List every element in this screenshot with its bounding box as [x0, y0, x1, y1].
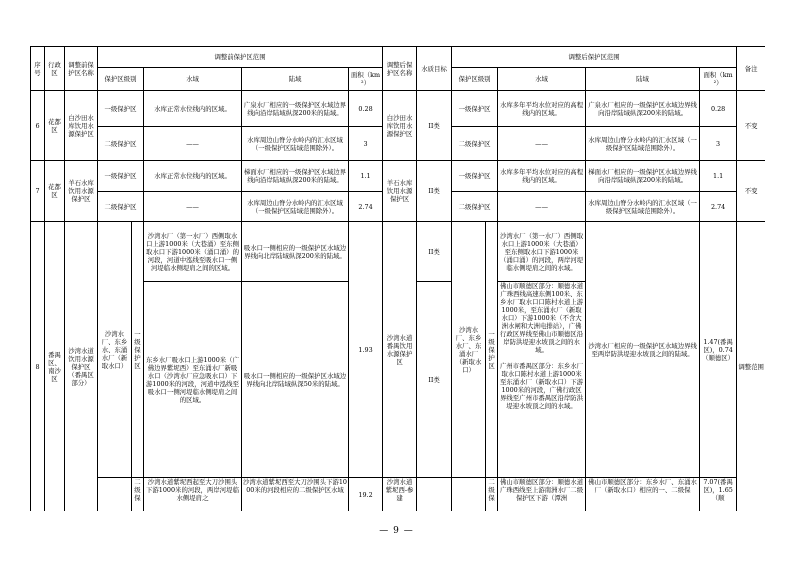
row-post-name: 白沙田水库饮用水源保护区	[383, 91, 417, 161]
row-pre-area: 1.1	[349, 161, 383, 192]
row-post-area: 7.07(番禺区)，1.65（顺	[700, 478, 737, 512]
row-district: 花都区	[45, 91, 65, 161]
row-pre-water: 沙湾水厂（第一水厂）西侧取水口上游1000米（大巷涌）至东侧取水口下游1000米（涌口涌）的河段，河道中泓线至吸水口一侧河堤临水侧堤肩之间的区域。	[144, 222, 242, 282]
col-quality-header: 水质目标	[417, 47, 452, 91]
row-post-plants-cont	[452, 478, 486, 512]
row-remark: 不变	[737, 161, 765, 222]
table-row	[31, 222, 766, 282]
col-post-area-header: 面积（km²）	[700, 68, 737, 91]
row-district: 花都区	[45, 161, 65, 222]
row-post-land: 水库周边山脊分水岭内的汇水区域（一级保护区陆域范围除外）。	[586, 127, 700, 161]
row-post-area: 0.28	[700, 91, 737, 127]
row-pre-land: 水库周边山脊分水岭内的汇水区域（一级保护区陆域范围除外）。	[242, 192, 349, 222]
row-pre-land: 沙湾水道紫坭西至大刀沙围头下游1000米的河段相应的二级保护区水域	[242, 478, 349, 512]
row-pre-plants: 沙湾水厂、东乡水、东涌水厂（新取水口）	[98, 222, 132, 478]
row-pre-water: ——	[144, 127, 242, 161]
row-post-level: 二级保	[486, 478, 498, 512]
col-pre-scope-header: 调整前保护区范围	[98, 47, 383, 68]
row-pre-land: 水库周边山脊分水岭内的汇水区域（一级保护区陆域范围除外）。	[242, 127, 349, 161]
row-pre-level: 二级保	[132, 478, 144, 512]
row-post-water: ——	[498, 192, 586, 222]
row-pre-level: 二级保护区	[98, 127, 144, 161]
row-post-land: 梯面水厂相应的一级保护区水域边界线向沿岸陆域纵深200米的陆域。	[586, 161, 700, 192]
col-pre-water-header: 水域	[144, 68, 242, 91]
table-row	[31, 91, 766, 127]
row-post-area: 3	[700, 127, 737, 161]
row-pre-level: 一级保护区	[132, 222, 144, 478]
col-post-level-header: 保护区级别	[452, 68, 498, 91]
protection-zone-table-page	[30, 46, 765, 511]
row-district: 番禺区、南沙区	[45, 222, 65, 512]
row-pre-name: 沙湾水道饮用水源保护区（番禺区部分）	[65, 222, 98, 512]
row-post-land: 沙湾水厂相应的一级保护区水域边界线至两岸防洪堤迎水坡顶之间的陆域。	[586, 222, 700, 478]
row-post-land: 佛山市顺德区部分：东乡水厂、东涌水厂（新取水口）相应的一、二级保	[586, 478, 700, 512]
col-post-water-header: 水域	[498, 68, 586, 91]
row-quality: II类	[417, 91, 452, 161]
row-post-level: 一级保护区	[486, 222, 498, 478]
col-post-land-header: 陆域	[586, 68, 700, 91]
row-pre-area: 19.2	[349, 478, 383, 512]
row-remark: 不变	[737, 91, 765, 161]
row-pre-plants-cont	[98, 478, 132, 512]
row-pre-water: 沙湾水道紫坭西起至大刀沙围头下游1000米的河段，两岸河堤临水侧堤肩之	[144, 478, 242, 512]
table-row	[31, 478, 766, 512]
row-post-name: 沙湾水道紫坭西-参建	[383, 478, 417, 512]
row-pre-land: 吸水口一侧相应的一级保护区水域边界线向北岸陆域纵深50米的陆域。	[242, 282, 349, 478]
row-pre-level: 一级保护区	[98, 161, 144, 192]
row-remark: 调整范围	[737, 222, 765, 512]
row-quality-cont	[417, 478, 452, 512]
row-post-name: 沙湾水道番禺饮用水源保护区	[383, 222, 417, 478]
col-pre-level-header: 保护区级别	[98, 68, 144, 91]
row-post-water: 水库多年平均水位对应的高程线内的区域。	[498, 91, 586, 127]
col-seq-header: 序号	[31, 47, 45, 91]
row-pre-land: 吸水口一侧相应的一级保护区水域边界线向北岸陆域纵深200米的陆域。	[242, 222, 349, 282]
row-pre-area: 1.93	[349, 222, 383, 478]
row-post-water: 佛山市顺德区部分：顺德水道广珠西线高速东侧100米、东乡水厂取水口口陈村水道上游1000米，至东涌水厂（新取水口）下游1000米（不含大洲水闸和大洲电排站），广佛行政区界线至佛山市顺德区沿岸防洪堤迎水坡顶之间的水域。 广州市番禺区部分：东乡水厂取水口陈村水道上游1000米至东涌水厂（新取水口）下游1000米的河段，广佛行政区界线至广州市番禺区沿岸防洪堤迎水坡顶之间的水域。	[498, 282, 586, 478]
row-pre-area: 2.74	[349, 192, 383, 222]
row-post-plants: 沙湾水厂、东乡水厂、东涌水厂（新取水口）	[452, 222, 486, 478]
header-row-1	[31, 47, 766, 68]
row-seq: 8	[31, 222, 45, 512]
row-quality: II类	[417, 161, 452, 222]
row-post-area: 1.47(番禺区)，0.74（顺德区）	[700, 222, 737, 478]
row-post-name: 羊石水库饮用水源保护区	[383, 161, 417, 222]
col-district-header: 行政区	[45, 47, 65, 91]
page-number: — 9 —	[379, 526, 414, 536]
col-pre-area-header: 面积（km²）	[349, 68, 383, 91]
col-pre-land-header: 陆域	[242, 68, 349, 91]
row-pre-area: 0.28	[349, 91, 383, 127]
row-seq: 7	[31, 161, 45, 222]
row-post-land: 广泉水厂相应的一级保护区水域边界线向沿岸陆域纵深200米的陆域。	[586, 91, 700, 127]
row-post-level: 一级保护区	[452, 91, 498, 127]
row-quality: II类	[417, 222, 452, 282]
row-quality: II类	[417, 282, 452, 478]
row-pre-land: 梯面水厂相应的一级保护区水域边界线向沿岸陆域纵深200米的陆域。	[242, 161, 349, 192]
table-row	[31, 161, 766, 192]
row-pre-level: 一级保护区	[98, 91, 144, 127]
row-post-level: 一级保护区	[452, 161, 498, 192]
row-pre-name: 白沙田水库饮用水源保护区	[65, 91, 98, 161]
row-pre-land: 广泉水厂相应的一级保护区水域边界线向沿岸陆域纵深200米的陆域。	[242, 91, 349, 127]
col-remark-header: 备注	[737, 47, 765, 91]
row-pre-water: 水库正常水位线内的区域。	[144, 161, 242, 192]
row-post-area: 2.74	[700, 192, 737, 222]
row-post-water: 沙湾水厂（第一水厂）西侧取水口上游1000米（大巷涌）至东侧取水口下游1000米（涌口涌）的河段，两岸河堤临水侧堤肩之间的水域。	[498, 222, 586, 282]
row-pre-name: 羊石水库饮用水源保护区	[65, 161, 98, 222]
col-post-scope-header: 调整后保护区范围	[452, 47, 737, 68]
col-post-name-header: 调整后保护区名称	[383, 47, 417, 91]
row-post-water: 佛山市顺德区部分：顺德水道广珠西线至上游南洲水厂二级保护区下游（潭洲	[498, 478, 586, 512]
row-post-water: ——	[498, 127, 586, 161]
row-post-land: 水库周边山脊分水岭内的汇水区域（一级保护区陆域范围除外）。	[586, 192, 700, 222]
row-seq: 6	[31, 91, 45, 161]
row-post-level: 二级保护区	[452, 192, 498, 222]
row-pre-level: 二级保护区	[98, 192, 144, 222]
row-pre-area: 3	[349, 127, 383, 161]
row-pre-water: 东乡水厂吸水口上游1000米（广佛边界紫坭西）至东涌水厂新吸水口（沙湾水厂应急吸水口）下游1000米的河段，河道中泓线至吸水口一侧河堤临水侧堤肩之间的区域。	[144, 282, 242, 478]
row-post-area: 1.1	[700, 161, 737, 192]
col-pre-name-header: 调整前保护区名称	[65, 47, 98, 91]
row-pre-water: ——	[144, 192, 242, 222]
row-pre-water: 水库正常水位线内的区域。	[144, 91, 242, 127]
row-post-level: 二级保护区	[452, 127, 498, 161]
row-post-water: 水库多年平均水位对应的高程线内的区域。	[498, 161, 586, 192]
protection-zone-table	[30, 46, 765, 511]
